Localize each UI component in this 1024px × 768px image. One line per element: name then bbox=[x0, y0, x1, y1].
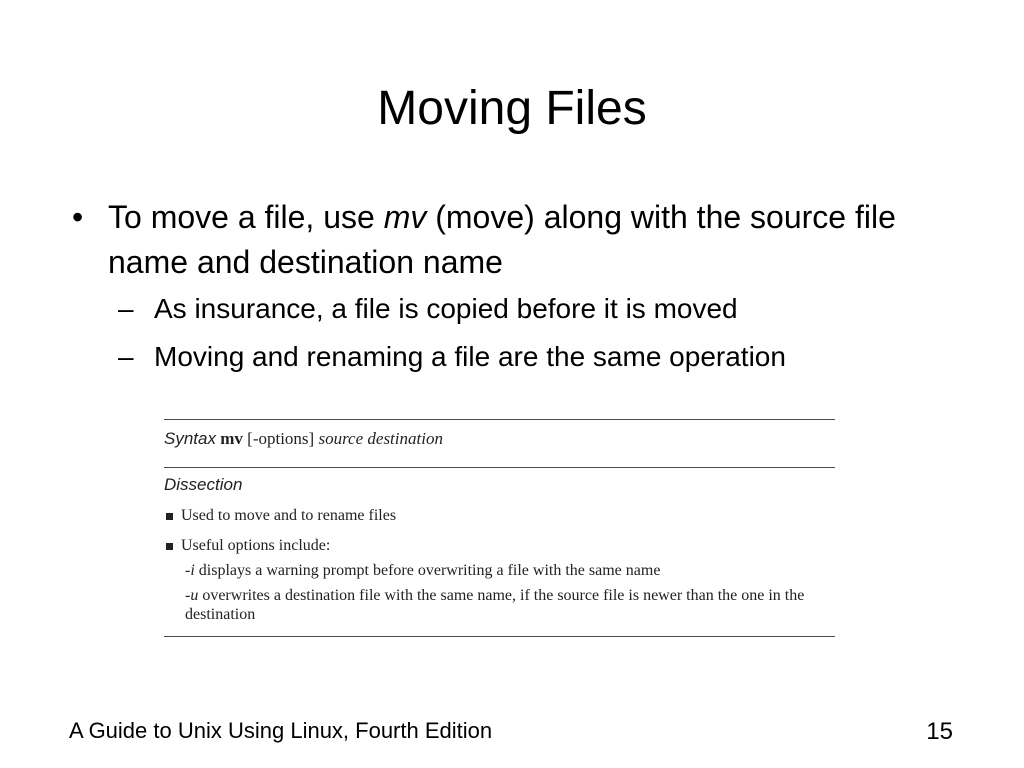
square-bullet-icon bbox=[166, 513, 173, 520]
option-flag: -u bbox=[185, 587, 199, 604]
bullet-text-after: (move) along with the source file name and destination name bbox=[108, 199, 896, 280]
dissection-item-text: Used to move and to rename files bbox=[181, 507, 397, 524]
syntax-line bbox=[164, 420, 835, 467]
bullet-dot-icon: • bbox=[72, 199, 84, 235]
subbullet-text: Moving and renaming a file are the same operation bbox=[154, 341, 786, 372]
divider bbox=[164, 467, 835, 468]
page-number: 15 bbox=[926, 718, 953, 745]
dash-icon: – bbox=[118, 341, 134, 372]
divider bbox=[164, 636, 835, 637]
bullet-list bbox=[70, 195, 950, 381]
option-entry bbox=[164, 561, 835, 581]
square-bullet-icon bbox=[166, 543, 173, 550]
subbullet-text: As insurance, a file is copied before it is moved bbox=[154, 293, 738, 324]
syntax-args: source destination bbox=[318, 429, 443, 448]
bullet-text-before: To move a file, use bbox=[108, 199, 384, 235]
subbullet-item bbox=[70, 333, 950, 381]
option-description: displays a warning prompt before overwriting a file with the same name bbox=[194, 562, 661, 579]
bullet-command: mv bbox=[383, 199, 427, 235]
option-flag: -i bbox=[185, 562, 195, 579]
dissection-label: Dissection bbox=[164, 475, 243, 494]
option-entry bbox=[164, 586, 835, 624]
syntax-box bbox=[164, 419, 835, 637]
dissection-item bbox=[164, 536, 835, 556]
syntax-label: Syntax bbox=[164, 429, 216, 448]
bullet-item bbox=[70, 195, 950, 285]
dissection-item-text: Useful options include: bbox=[181, 537, 331, 554]
subbullet-item bbox=[70, 285, 950, 333]
footer-book-title: A Guide to Unix Using Linux, Fourth Edition bbox=[69, 718, 493, 743]
syntax-options: [-options] bbox=[242, 429, 319, 448]
dash-icon: – bbox=[118, 293, 134, 324]
syntax-command: mv bbox=[220, 429, 243, 448]
slide-title: Moving Files bbox=[377, 82, 647, 135]
dissection-item bbox=[164, 506, 835, 526]
option-description: overwrites a destination file with the same name, if the source file is newer than the one in the destination bbox=[185, 587, 805, 623]
